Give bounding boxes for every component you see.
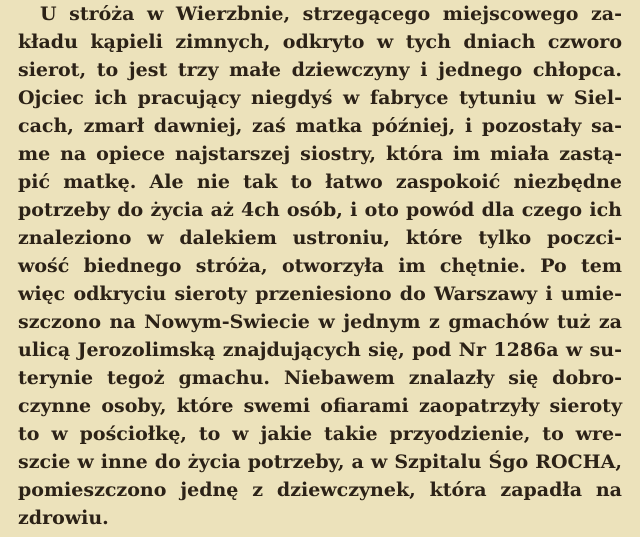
- text-line: więc odkryciu sieroty przeniesiono do Warszawy i umie-: [18, 283, 622, 305]
- text-line: znaleziono w dalekiem ustroniu, które tylko poczci-: [18, 227, 622, 249]
- text-line: Ojciec ich pracujący niegdyś w fabryce tytuniu w Siel-: [18, 87, 622, 109]
- text-line: szcie w inne do życia potrzeby, a w Szpitalu Śgo ROCHA,: [18, 451, 622, 473]
- text-line: zdrowiu.: [18, 507, 109, 529]
- text-line: szczono na Nowym-Swiecie w jednym z gmachów tuż za: [18, 311, 622, 333]
- text-line: ulicą Jerozolimską znajdujących się, pod Nr 1286a w su-: [18, 339, 622, 361]
- text-line: kładu kąpieli zimnych, odkryto w tych dniach czworo: [18, 31, 622, 53]
- text-line: wość biednego stróża, otworzyła im chętnie. Po tem: [18, 255, 622, 277]
- article-column: [10, 0, 630, 537]
- text-line: pić matkę. Ale nie tak to łatwo zaspokoić niezbędne: [18, 171, 622, 193]
- text-line: sierot, to jest trzy małe dziewczyny i jednego chłopca.: [18, 59, 622, 81]
- text-line: me na opiece najstarszej siostry, która im miała zastą-: [18, 143, 622, 165]
- text-line: cach, zmarł dawniej, zaś matka później, i pozostały sa-: [18, 115, 622, 137]
- text-line: czynne osoby, które swemi ofiarami zaopatrzyły sieroty: [18, 395, 622, 417]
- text-line: terynie tegoż gmachu. Niebawem znalazły się dobro-: [18, 367, 622, 389]
- text-line: U stróża w Wierzbnie, strzegącego miejscowego za-: [40, 3, 622, 25]
- text-line: pomieszczono jednę z dziewczynek, która zapadła na: [18, 479, 622, 501]
- text-line: potrzeby do życia aż 4ch osób, i oto powód dla czego ich: [18, 199, 622, 221]
- text-line: to w pościołkę, to w jakie takie przyodzienie, to wre-: [18, 423, 622, 445]
